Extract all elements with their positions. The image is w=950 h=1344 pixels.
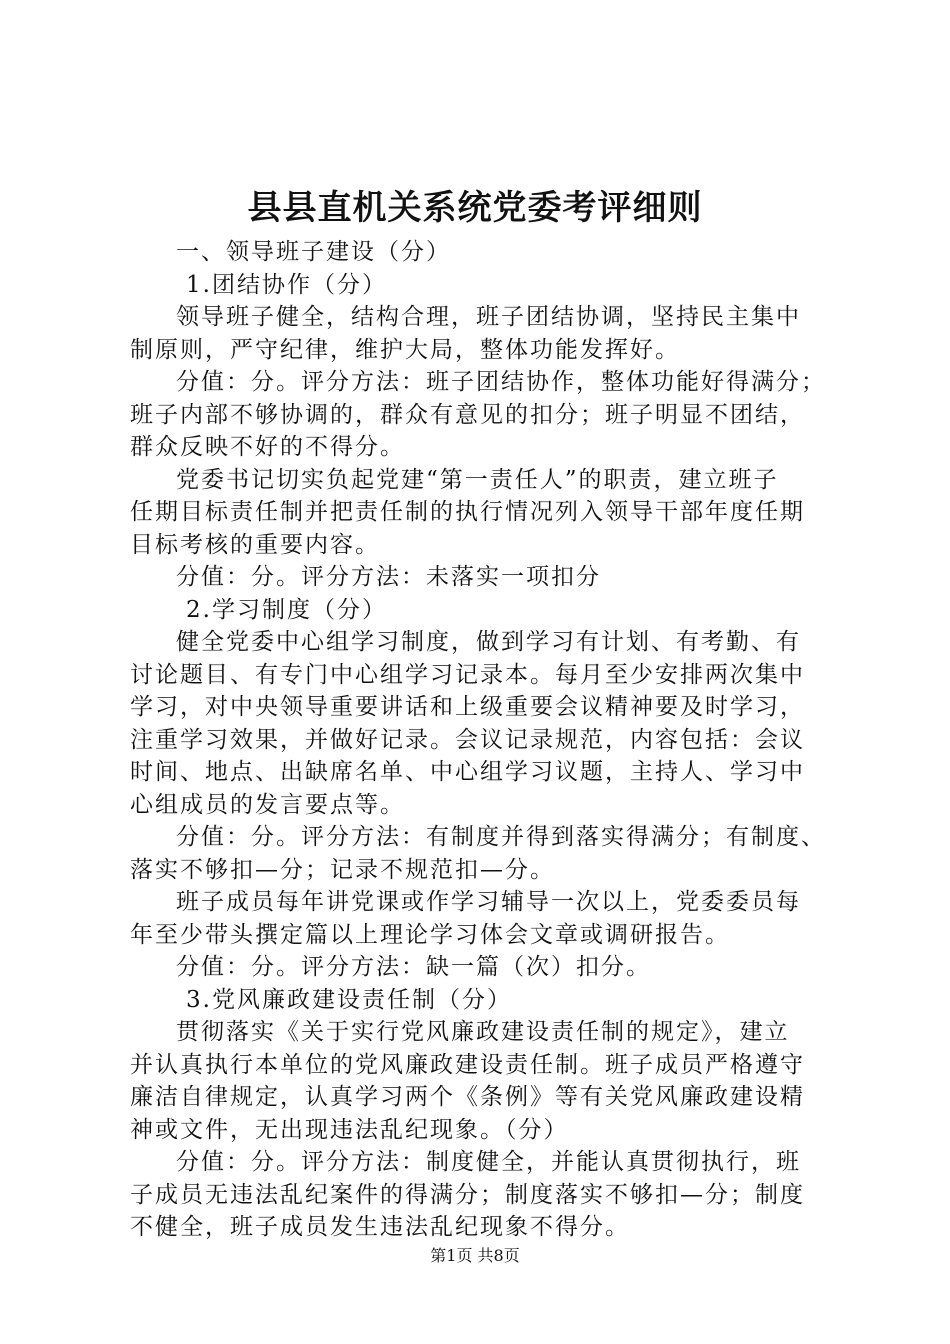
subsection-heading: 2.学习制度（分） xyxy=(186,596,387,623)
paragraph-line: 群众反映不好的不得分。 xyxy=(130,434,405,460)
paragraph-line: 廉洁自律规定，认真学习两个《条例》等有关党风廉政建设精 xyxy=(130,1084,805,1110)
paragraph-line: 时间、地点、出缺席名单、中心组学习议题，主持人、学习中 xyxy=(130,759,805,785)
paragraph-line: 落实不够扣—分；记录不规范扣—分。 xyxy=(130,856,555,883)
paragraph-line: 心组成员的发言要点等。 xyxy=(130,791,405,818)
paragraph-line: 讨论题目、有专门中心组学习记录本。每月至少安排两次集中 xyxy=(130,661,805,688)
paragraph-line: 注重学习效果，并做好记录。会议记录规范，内容包括：会议 xyxy=(130,726,805,753)
paragraph-line: 神或文件，无出现违法乱纪现象。（分） xyxy=(130,1116,569,1143)
paragraph-line: 不健全，班子成员发生违法乱纪现象不得分。 xyxy=(130,1214,630,1240)
page-number: 第1页 共8页 xyxy=(430,1246,520,1265)
paragraph-line: 班子内部不够协调的，群众有意见的扣分；班子明显不团结， xyxy=(130,401,805,428)
paragraph-line: 学习，对中央领导重要讲话和上级重要会议精神要及时学习， xyxy=(130,694,805,720)
document-body xyxy=(130,236,835,1244)
paragraph-line: 并认真执行本单位的党风廉政建设责任制。班子成员严格遵守 xyxy=(130,1051,805,1078)
paragraph-line: 任期目标责任制并把责任制的执行情况列入领导干部年度任期 xyxy=(130,499,805,525)
score-line: 分值：分。评分方法：班子团结协作，整体功能好得满分； xyxy=(176,369,826,395)
paragraph-line: 制原则，严守纪律，维护大局，整体功能发挥好。 xyxy=(130,336,680,363)
score-line: 分值：分。评分方法：未落实一项扣分 xyxy=(176,564,601,590)
paragraph-line: 子成员无违法乱纪案件的得满分；制度落实不够扣—分；制度 xyxy=(130,1181,805,1208)
subsection-heading: 3.党风廉政建设责任制（分） xyxy=(186,986,512,1013)
subsection-heading: 1.团结协作（分） xyxy=(186,271,387,298)
paragraph-line: 领导班子健全，结构合理，班子团结协调，坚持民主集中 xyxy=(176,304,801,330)
paragraph-line: 党委书记切实负起党建“第一责任人”的职责，建立班子 xyxy=(176,466,779,493)
paragraph-line: 年至少带头撰定篇以上理论学习体会文章或调研报告。 xyxy=(130,921,730,948)
score-line: 分值：分。评分方法：有制度并得到落实得满分；有制度、 xyxy=(176,824,826,850)
paragraph-line: 健全党委中心组学习制度，做到学习有计划、有考勤、有 xyxy=(176,629,801,655)
document-title: 县县直机关系统党委考评细则 xyxy=(247,188,703,228)
paragraph-line: 目标考核的重要内容。 xyxy=(130,531,380,558)
score-line: 分值：分。评分方法：缺一篇（次）扣分。 xyxy=(176,954,651,980)
paragraph-line: 贯彻落实《关于实行党风廉政建设责任制的规定》，建立 xyxy=(176,1019,790,1045)
paragraph-line: 班子成员每年讲党课或作学习辅导一次以上，党委委员每 xyxy=(176,889,801,915)
section-heading: 一、领导班子建设（分） xyxy=(176,239,451,265)
score-line: 分值：分。评分方法：制度健全，并能认真贯彻执行，班 xyxy=(176,1149,801,1175)
